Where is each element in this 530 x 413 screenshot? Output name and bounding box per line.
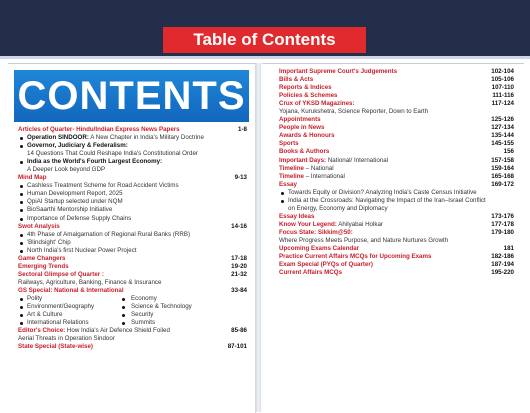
toc-item-label: Environment/Geography bbox=[27, 303, 95, 311]
toc-row bbox=[279, 269, 514, 277]
toc-row bbox=[279, 132, 514, 140]
toc-row bbox=[279, 213, 514, 221]
toc-entry-title: Swot Analysis bbox=[18, 222, 60, 230]
toc-page-number: 19-20 bbox=[231, 262, 247, 270]
toc-entry-title: Bills & Acts bbox=[279, 76, 314, 84]
contents-banner-word: CONTENTS bbox=[17, 74, 246, 118]
toc-row bbox=[18, 150, 247, 158]
toc-entry-title: GS Special: National & International bbox=[18, 286, 124, 294]
toc-entry-title: A Deeper Look beyond GDP bbox=[27, 166, 106, 174]
toc-page-number: 127-134 bbox=[491, 124, 514, 132]
toc-item-label: Polity bbox=[27, 294, 43, 302]
left-page bbox=[8, 63, 256, 413]
toc-page-number: 195-220 bbox=[491, 269, 514, 277]
toc-row bbox=[279, 100, 514, 108]
toc-row bbox=[18, 255, 247, 263]
toc-row bbox=[279, 245, 514, 253]
bullet-icon bbox=[20, 242, 23, 245]
toc-row bbox=[18, 190, 247, 198]
toc-page-number: 87-101 bbox=[227, 343, 247, 351]
toc-entry-title: Current Affairs MCQs bbox=[279, 269, 343, 277]
toc-page-number: 117-124 bbox=[491, 100, 514, 108]
bullet-icon bbox=[20, 306, 23, 309]
toc-entry-title: Operation SINDOOR: A New Chapter in India's Military Doctrine bbox=[27, 134, 204, 142]
toc-row bbox=[279, 261, 514, 269]
toc-page-number: 159-164 bbox=[491, 164, 514, 172]
toc-row bbox=[279, 108, 514, 116]
toc-page-number: 105-106 bbox=[491, 76, 514, 84]
toc-row bbox=[18, 134, 247, 142]
toc-entry-title: Aerial Threats in Operation Sindoor bbox=[18, 335, 115, 343]
bullet-icon bbox=[20, 137, 23, 140]
toc-row bbox=[279, 148, 514, 156]
toc-row bbox=[18, 263, 247, 271]
toc-row bbox=[18, 215, 247, 223]
toc-page-number: 156 bbox=[503, 148, 514, 156]
toc-row bbox=[279, 76, 514, 84]
toc-entry-title: India at the Crossroads: Navigating the Impact of the Iran–Israel Conflict bbox=[288, 196, 486, 204]
toc-entry-title: Editor's Choice: How India's Air Defence Shield Foiled bbox=[18, 327, 170, 335]
toc-entry-title: Exam Special (PYQs of Quarter) bbox=[279, 261, 373, 269]
bullet-icon bbox=[20, 201, 23, 204]
toc-entry-title: Crux of YKSD Magazines: bbox=[279, 100, 355, 108]
toc-entry-title: Importance of Defense Supply Chains bbox=[27, 214, 132, 222]
toc-item-label: Economy bbox=[131, 294, 157, 302]
toc-entry-title: India as the World's Fourth Largest Economy: bbox=[27, 158, 163, 166]
toc-page-number: 145-155 bbox=[491, 140, 514, 148]
toc-page-number: 181 bbox=[503, 245, 514, 253]
bullet-icon bbox=[20, 314, 23, 317]
toc-entry-title: on Energy, Economy and Diplomacy bbox=[288, 204, 388, 212]
toc-entry-title: Important Supreme Court's Judgements bbox=[279, 68, 398, 75]
toc-two-col-row bbox=[18, 303, 247, 311]
toc-entry-title: Towards Equity or Division? Analyzing India's Caste Census Initiative bbox=[288, 188, 477, 196]
toc-entry-title: Yojana, Kurukshetra, Science Reporter, Down to Earth bbox=[279, 108, 429, 116]
toc-row bbox=[18, 343, 247, 351]
bullet-icon bbox=[281, 200, 284, 203]
toc-entry-subtitle: A New Chapter in India's Military Doctrine bbox=[88, 134, 204, 142]
toc-row bbox=[279, 140, 514, 148]
toc-row bbox=[279, 237, 514, 245]
bullet-icon bbox=[20, 298, 23, 301]
toc-page-number: 33-84 bbox=[231, 286, 247, 294]
toc-item-label: International Relations bbox=[27, 319, 89, 327]
toc-two-col-row bbox=[18, 295, 247, 303]
toc-page-number: 187-194 bbox=[491, 261, 514, 269]
toc-page-number: 157-158 bbox=[491, 156, 514, 164]
bullet-icon bbox=[20, 209, 23, 212]
toc-row bbox=[279, 165, 514, 173]
toc-row bbox=[18, 142, 247, 150]
toc-entry-title: Know Your Legend: Ahilyabai Holkar bbox=[279, 220, 383, 228]
bullet-icon bbox=[20, 218, 23, 221]
toc-entry-title: Focus State: Sikkim@50: bbox=[279, 228, 353, 236]
toc-row bbox=[279, 157, 514, 165]
toc-entry-title: Mind Map bbox=[18, 174, 47, 182]
toc-row bbox=[18, 166, 247, 174]
toc-row bbox=[18, 335, 247, 343]
toc-entry-title: 4th Phase of Amalgamation of Regional Rural Banks (RRB) bbox=[27, 230, 191, 238]
toc-row bbox=[18, 279, 247, 287]
toc-item-label: Science & Technology bbox=[131, 303, 192, 311]
toc-entry-title: Cashless Treatment Scheme for Road Accident Victims bbox=[27, 182, 179, 190]
toc-entry-title: 'Blindsight' Chip bbox=[27, 238, 71, 246]
bullet-icon bbox=[122, 314, 125, 317]
toc-item-label: Security bbox=[131, 311, 154, 319]
bullet-icon bbox=[20, 185, 23, 188]
toc-page-number: 102-104 bbox=[491, 68, 514, 75]
toc-entry-title: BioSaarthi Mentorship Initiative bbox=[27, 206, 113, 214]
toc-entry-title: 14 Questions That Could Reshape India's Constitutional Order bbox=[27, 150, 198, 158]
toc-row bbox=[279, 84, 514, 92]
toc-page-number: 169-172 bbox=[491, 180, 514, 188]
toc-page-number: 107-110 bbox=[491, 84, 514, 92]
toc-page-number: 173-176 bbox=[491, 212, 514, 220]
toc-row bbox=[18, 271, 247, 279]
toc-entry-subtitle: Ahilyabai Holkar bbox=[336, 220, 383, 228]
toc-row bbox=[18, 231, 247, 239]
bullet-icon bbox=[20, 193, 23, 196]
toc-entry-title: Timeline – International bbox=[279, 172, 345, 180]
toc-entry-title: North India's first Nuclear Power Project bbox=[27, 246, 137, 254]
toc-page-number: 182-186 bbox=[491, 253, 514, 261]
toc-entry-subtitle: – International bbox=[304, 172, 345, 180]
toc-row bbox=[18, 239, 247, 247]
toc-entry-title: Books & Authors bbox=[279, 148, 330, 156]
toc-entry-title: Human Development Report, 2025 bbox=[27, 190, 123, 198]
toc-row bbox=[279, 205, 514, 213]
toc-row bbox=[279, 221, 514, 229]
toc-row bbox=[279, 181, 514, 189]
toc-row bbox=[18, 287, 247, 295]
toc-page-number: 111-116 bbox=[492, 92, 514, 100]
header-divider bbox=[0, 56, 530, 59]
toc-page-number: 14-16 bbox=[231, 222, 247, 230]
toc-entry-title: Practice Current Affairs MCQs for Upcoming Exams bbox=[279, 253, 432, 261]
bullet-icon bbox=[281, 192, 284, 195]
toc-page-number: 85-86 bbox=[231, 327, 247, 335]
toc-row bbox=[18, 158, 247, 166]
toc-entry-subtitle: – National bbox=[304, 164, 334, 172]
toc-entry-title: Railways, Agriculture, Banking, Finance & Insurance bbox=[18, 278, 162, 286]
toc-entry-title: Timeline – National bbox=[279, 164, 334, 172]
bullet-icon bbox=[122, 322, 125, 325]
toc-row bbox=[18, 182, 247, 190]
toc-two-col-row bbox=[18, 319, 247, 327]
toc-entry-title: Sports bbox=[279, 140, 299, 148]
toc-row bbox=[279, 189, 514, 197]
bullet-icon bbox=[122, 306, 125, 309]
toc-item-label: Art & Culture bbox=[27, 311, 63, 319]
toc-entry-title: QpiAI Startup selected under NQM bbox=[27, 198, 123, 206]
toc-row bbox=[279, 116, 514, 124]
toc-page-number: 21-32 bbox=[231, 270, 247, 278]
toc-entry-title: Sectoral Glimpse of Quarter : bbox=[18, 270, 104, 278]
toc-entry-subtitle: National/ International bbox=[326, 156, 389, 164]
toc-entry-title: Essay Ideas bbox=[279, 212, 315, 220]
toc-page-number: 177-178 bbox=[491, 220, 514, 228]
toc-row bbox=[18, 327, 247, 335]
toc-row bbox=[18, 223, 247, 231]
toc-entry-title: Articles of Quarter- Hindu/Indian Express News Papers bbox=[18, 126, 180, 133]
toc-entry-title: Policies & Schemes bbox=[279, 92, 338, 100]
toc-entry-title: Where Progress Meets Purpose, and Nature Nurtures Growth bbox=[279, 236, 449, 244]
toc-entry-title: Game Changers bbox=[18, 254, 66, 262]
toc-row bbox=[18, 247, 247, 255]
toc-row bbox=[279, 68, 514, 76]
toc-row bbox=[18, 206, 247, 214]
toc-entry-title: Important Days: National/ International bbox=[279, 156, 389, 164]
toc-entry-title: Appointments bbox=[279, 116, 321, 124]
page-title: Table of Contents bbox=[163, 27, 366, 53]
bullet-icon bbox=[20, 234, 23, 237]
toc-page-number: 17-18 bbox=[231, 254, 247, 262]
right-page bbox=[262, 63, 524, 413]
toc-row bbox=[18, 198, 247, 206]
contents-banner bbox=[14, 70, 249, 122]
toc-page-number: 179-180 bbox=[491, 228, 514, 236]
toc-row bbox=[279, 197, 514, 205]
toc-row bbox=[279, 124, 514, 132]
bullet-icon bbox=[20, 322, 23, 325]
toc-page-number: 9-13 bbox=[234, 174, 247, 182]
left-toc-list bbox=[18, 126, 247, 351]
toc-row bbox=[279, 229, 514, 237]
book-gutter bbox=[256, 63, 261, 412]
toc-entry-title: Awards & Honours bbox=[279, 132, 335, 140]
toc-entry-title: Emerging Trends bbox=[18, 262, 69, 270]
toc-entry-title: Reports & Indices bbox=[279, 84, 332, 92]
toc-row bbox=[279, 92, 514, 100]
toc-page-number: 165-168 bbox=[491, 172, 514, 180]
bullet-icon bbox=[20, 161, 23, 164]
toc-row bbox=[18, 126, 247, 134]
toc-entry-title: Essay bbox=[279, 180, 297, 188]
toc-row bbox=[279, 253, 514, 261]
toc-entry-title: People in News bbox=[279, 124, 325, 132]
toc-two-col-row bbox=[18, 311, 247, 319]
toc-page-number: 125-126 bbox=[491, 116, 514, 124]
toc-page-number: 135-144 bbox=[491, 132, 514, 140]
toc-entry-title: Upcoming Exams Calendar bbox=[279, 245, 360, 253]
bullet-icon bbox=[122, 298, 125, 301]
toc-entry-title: Governor, Judiciary & Federalism: bbox=[27, 142, 128, 150]
toc-entry-subtitle: How India's Air Defence Shield Foiled bbox=[65, 327, 170, 335]
bullet-icon bbox=[20, 250, 23, 253]
toc-page-number: 1-8 bbox=[238, 126, 247, 133]
toc-entry-title: State Special (State-wise) bbox=[18, 343, 93, 351]
toc-row bbox=[279, 173, 514, 181]
right-toc-list bbox=[279, 68, 514, 277]
toc-item-label: Summits bbox=[131, 319, 156, 327]
toc-row bbox=[18, 174, 247, 182]
bullet-icon bbox=[20, 145, 23, 148]
